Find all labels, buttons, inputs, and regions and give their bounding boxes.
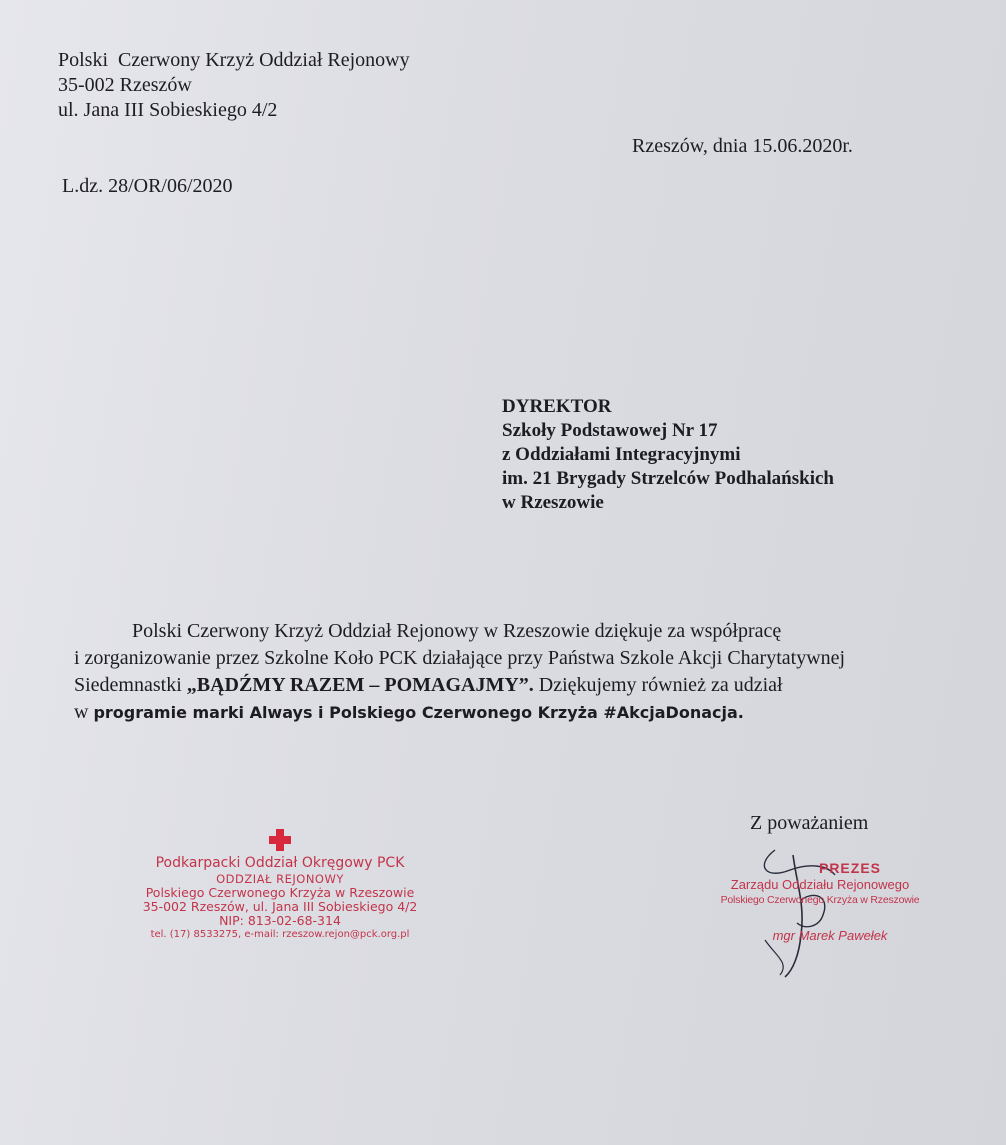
body-line-3-start: Siedemnastki: [74, 674, 187, 696]
body-line-2: i zorganizowanie przez Szkolne Koło PCK działające przy Państwa Szkole Akcji Charytatywnej: [74, 647, 846, 669]
recipient-line-4: im. 21 Brygady Strzelców Podhalańskich: [502, 468, 834, 489]
body-line-3: [74, 672, 954, 699]
sender-address: [58, 48, 410, 123]
body-line-4: [74, 699, 954, 726]
stamp-left-line-2: ODDZIAŁ REJONOWY: [216, 872, 344, 886]
recipient-line-2: Szkoły Podstawowej Nr 17: [502, 420, 718, 441]
body-line-4-start: w: [74, 701, 94, 723]
stamp-right-line-2: Polskiego Czerwonego Krzyża w Rzeszowie: [720, 894, 920, 906]
recipient-line-1: DYREKTOR: [502, 396, 612, 417]
stamp-left-line-5: NIP: 813-02-68-314: [219, 913, 341, 928]
sender-line-3: ul. Jana III Sobieskiego 4/2: [58, 99, 278, 121]
body-line-1: Polski Czerwony Krzyż Oddział Rejonowy w Rzeszowie dziękuje za współpracę: [132, 620, 782, 642]
red-cross-icon: [268, 828, 292, 852]
stamp-left-line-4: 35-002 Rzeszów, ul. Jana III Sobieskiego 4/2: [142, 899, 418, 914]
recipient-line-5: w Rzeszowie: [502, 492, 604, 513]
stamp-left-line-3: Polskiego Czerwonego Krzyża w Rzeszowie: [145, 885, 415, 900]
sender-line-1: Polski Czerwony Krzyż Oddział Rejonowy: [58, 49, 410, 71]
recipient-block: [502, 395, 834, 515]
letter-body: [74, 618, 954, 726]
reference-number: L.dz. 28/OR/06/2020: [62, 175, 233, 197]
stamp-right-line-1: Zarządu Oddziału Rejonowego: [730, 877, 910, 892]
campaign-name: „BĄDŹMY RAZEM – POMAGAJMY”.: [186, 674, 534, 696]
stamp-left-line-6: tel. (17) 8533275, e-mail: rzeszow.rejon@pck.org.pl: [150, 929, 410, 940]
recipient-line-3: z Oddziałami Integracyjnymi: [502, 444, 741, 465]
organization-stamp: [120, 828, 440, 942]
stamp-right-name: mgr Marek Pawełek: [772, 928, 888, 943]
body-line-3-end: Dziękujemy również za udział: [533, 674, 783, 696]
president-stamp: [700, 860, 940, 943]
stamp-right-title: PREZES: [818, 860, 881, 876]
stamp-left-line-1: Podkarpacki Oddział Okręgowy PCK: [155, 855, 405, 871]
closing-text: Z poważaniem: [750, 812, 869, 834]
letter-date: Rzeszów, dnia 15.06.2020r.: [632, 135, 853, 157]
sender-line-2: 35-002 Rzeszów: [58, 74, 192, 96]
program-name: programie marki Always i Polskiego Czerwonego Krzyża #AkcjaDonacja.: [93, 703, 744, 722]
